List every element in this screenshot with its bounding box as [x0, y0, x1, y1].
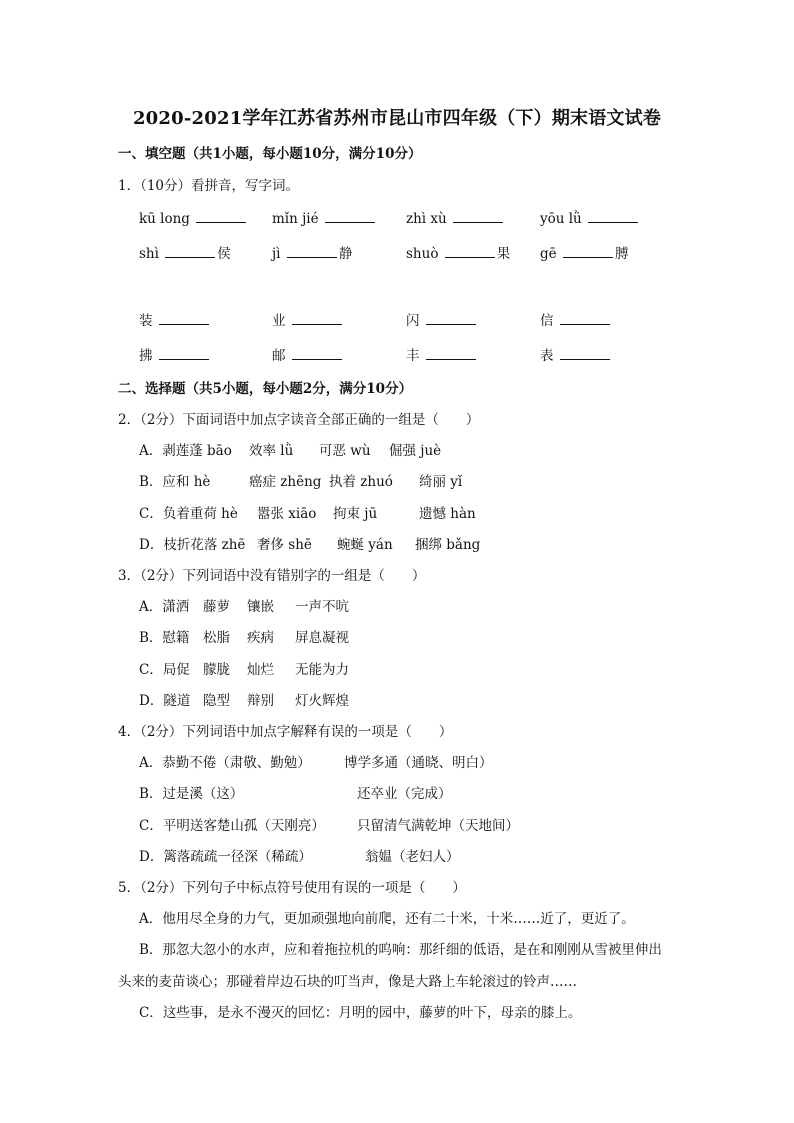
question-5-stem: 5．（2分）下列句子中标点符号使用有误的一项是（ ） — [118, 880, 466, 896]
section-2-heading: 二、选择题（共5小题，每小题2分，满分10分） — [118, 381, 413, 397]
answer-blank[interactable] — [426, 312, 476, 325]
pinyin-item: shuò 果 — [406, 246, 511, 262]
char-item: 邮 — [272, 347, 344, 365]
answer-blank[interactable] — [426, 347, 476, 360]
char-item: 业 — [272, 312, 344, 330]
answer-blank[interactable] — [165, 245, 215, 258]
answer-blank[interactable] — [453, 210, 503, 223]
answer-blank[interactable] — [560, 312, 610, 325]
pinyin-item: shì 侯 — [139, 246, 231, 262]
char-item: 装 — [139, 312, 211, 330]
question-3-stem: 3．（2分）下列词语中没有错别字的一组是（ ） — [118, 568, 426, 584]
pinyin-item: gē 膊 — [540, 246, 629, 262]
question-4-stem: 4．（2分）下列词语中加点字解释有误的一项是（ ） — [118, 724, 453, 740]
pinyin-item: kū long — [139, 210, 248, 228]
char-item: 丰 — [406, 347, 478, 365]
char-item: 信 — [540, 312, 612, 330]
answer-blank[interactable] — [588, 210, 638, 223]
answer-blank[interactable] — [292, 347, 342, 360]
pinyin-item: mǐn jié — [272, 210, 377, 228]
question-5-option-a[interactable]: A．他用尽全身的力气，更加顽强地向前爬，还有二十米，十米……近了，更近了。 — [139, 911, 635, 927]
char-item: 闪 — [406, 312, 478, 330]
answer-blank[interactable] — [563, 245, 613, 258]
section-1-heading: 一、填空题（共1小题，每小题10分，满分10分） — [118, 146, 422, 162]
exam-page: 2020-2021学年江苏省苏州市昆山市四年级（下）期末语文试卷 一、填空题（共1小题，每小题10分，满分10分） 1．（10分）看拼音，写字词。 kū long mǐn jié zhì xù yōu lǜ shì 侯 jì 静 shuò 果 gē 膊 装 业 闪 信 拂 邮 丰 表 二、选择题（共5小题，每小题2分，满分10分） 2．（2分）下面词语中加点字读音全部正确的一组是（ ） A．剥莲蓬 bāo 效率 lǜ 可恶 wù 倔强 juè B．应和 hè 癌症 zhēng 执着 zhuó 绮丽 yǐ C．负着重荷 hè 嚣张 xiāo 拘束 jū 遗憾 hàn D．枝折花落 zhē 奢侈 shē 蜿蜒 yán 捆绑 bǎng 3．（2分）下列词语中没有错别字的一组是（ ） A．潇洒 藤萝 镶嵌 一声不吭 B．慰籍 松脂 疾病 屏息凝视 C．局促 朦胧 灿烂 无能为力 D．隧道 隐型 辩别 灯火辉煌 4．（2分）下列词语中加点字解释有误的一项是（ ） A．恭勤不倦（肃敬、勤勉） 博学多通（通晓、明白） B．过是溪（这） 还卒业（完成） C．平明送客楚山孤（天刚亮） 只留清气满乾坤（天地间） D．篱落疏疏一径深（稀疏） 翁媪（老妇人） 5．（2分）下列句子中标点符号使用有误的一项是（ ） A．他用尽全身的力气，更加顽强地向前爬，还有二十米，十米……近了，更近了。 B．那忽大忽小的水声，应和着拖拉机的呜响：那纤细的低语，是在和刚刚从雪被里伸出 头来的麦苗谈心；那碰着岸边石块的叮当声，像是大路上车轮滚过的铃声…… C．这些事，是永不漫灭的回忆：月明的园中，藤萝的叶下，母亲的膝上。 — [0, 0, 794, 1123]
pinyin-item: zhì xù — [406, 210, 505, 228]
answer-blank[interactable] — [287, 245, 337, 258]
answer-blank[interactable] — [292, 312, 342, 325]
answer-blank[interactable] — [159, 312, 209, 325]
question-2-stem: 2．（2分）下面词语中加点字读音全部正确的一组是（ ） — [118, 412, 480, 428]
question-1-stem: 1．（10分）看拼音，写字词。 — [118, 178, 300, 194]
char-item: 拂 — [139, 347, 211, 365]
question-5-option-b-cont: 头来的麦苗谈心；那碰着岸边石块的叮当声，像是大路上车轮滚过的铃声…… — [118, 974, 577, 990]
answer-blank[interactable] — [159, 347, 209, 360]
pinyin-item: jì 静 — [272, 246, 353, 262]
char-item: 表 — [540, 347, 612, 365]
question-5-option-c[interactable]: C．这些事，是永不漫灭的回忆：月明的园中，藤萝的叶下，母亲的膝上。 — [139, 1005, 582, 1021]
answer-blank[interactable] — [325, 210, 375, 223]
pinyin-item: yōu lǜ — [540, 210, 640, 228]
answer-blank[interactable] — [560, 347, 610, 360]
question-5-option-b[interactable]: B．那忽大忽小的水声，应和着拖拉机的呜响：那纤细的低语，是在和刚刚从雪被里伸出 — [139, 942, 662, 958]
answer-blank[interactable] — [445, 245, 495, 258]
exam-title: 2020-2021学年江苏省苏州市昆山市四年级（下）期末语文试卷 — [132, 108, 662, 129]
answer-blank[interactable] — [196, 210, 246, 223]
